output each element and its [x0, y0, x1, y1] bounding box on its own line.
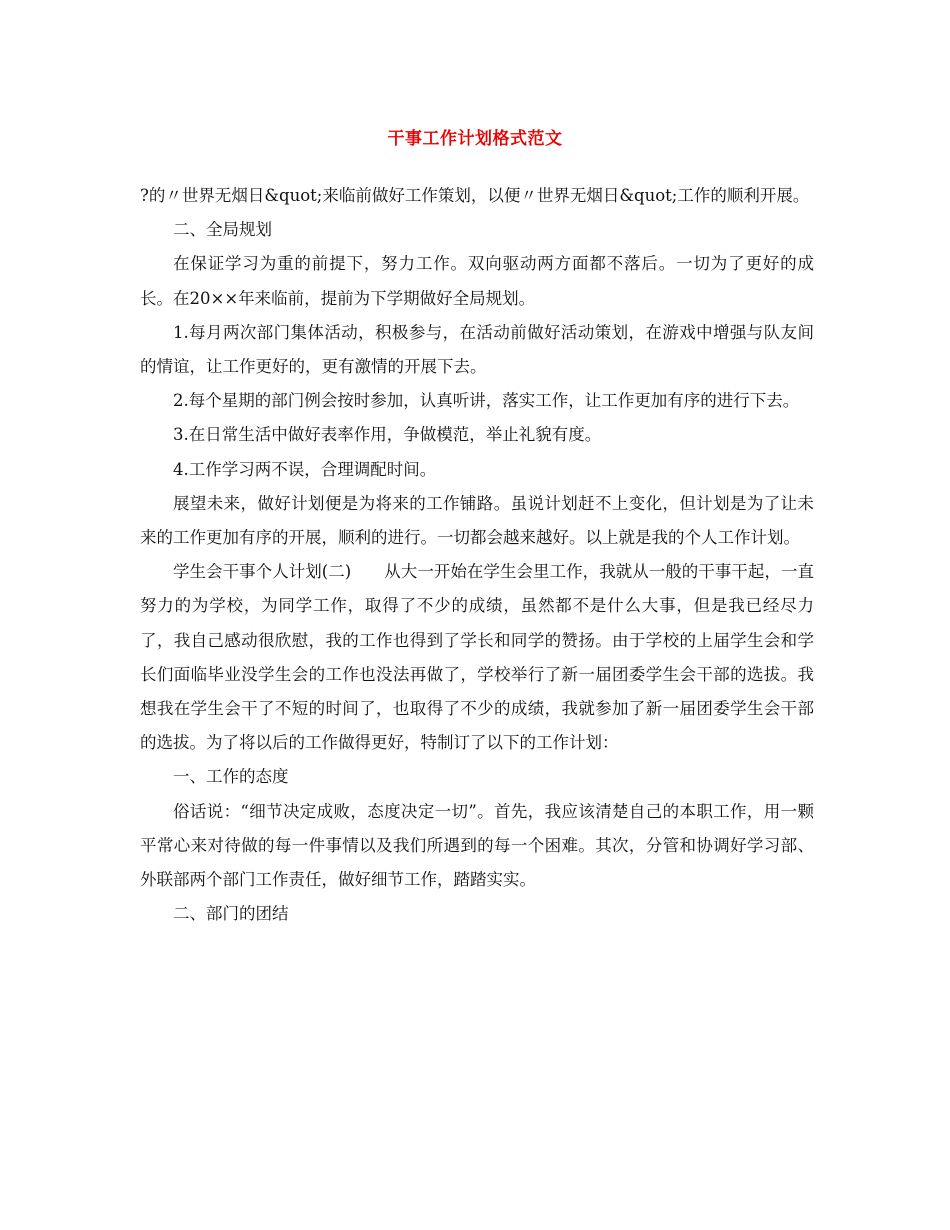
body-paragraph: 二、部门的团结: [173, 904, 289, 924]
body-paragraph: 2.每个星期的部门例会按时参加，认真听讲，落实工作，让工作更加有序的进行下去。: [173, 391, 800, 411]
document-title: 干事工作计划格式范文: [387, 129, 563, 149]
document-body: [140, 179, 814, 931]
body-paragraph: 4.工作学习两不误，合理调配时间。: [173, 459, 437, 479]
body-paragraph: 在保证学习为重的前提下，努力工作。双向驱动两方面都不落后。一切为了更好的成长。在20××年来临前，提前为下学期做好全局规划。: [140, 254, 814, 308]
body-paragraph: 展望未来，做好计划便是为将来的工作铺路。虽说计划赶不上变化，但计划是为了让未来的工作更加有序的开展，顺利的进行。一切都会越来越好。以上就是我的个人工作计划。: [140, 493, 814, 548]
body-paragraph: 3.在日常生活中做好表率作用，争做模范，举止礼貌有度。: [173, 425, 602, 445]
body-paragraph: 二、全局规划: [173, 220, 272, 240]
body-paragraph: 一、工作的态度: [173, 767, 289, 787]
body-paragraph: ?的〃世界无烟日&quot;来临前做好工作策划，以便〃世界无烟日&quot;工作的顺利开展。: [140, 186, 810, 205]
body-paragraph: 学生会干事个人计划(二) 从大一开始在学生会里工作，我就从一般的干事干起，一直努力的为学校，为同学工作，取得了不少的成绩，虽然都不是什么大事，但是我已经尽力了，我自己感动很欣慰，我的工作也得到了学长和同学的赞扬。由于学校的上届学生会和学长们面临毕业没学生会的工作也没法再做了，学校举行了新一届团委学生会干部的选拔。我想我在学生会干了不短的时间了，也取得了不少的成绩，我就参加了新一届团委学生会干部的选拔。为了将以后的工作做得更好，特制订了以下的工作计划：: [140, 562, 814, 753]
body-paragraph: 俗话说：“细节决定成败，态度决定一切”。首先，我应该清楚自己的本职工作，用一颗平常心来对待做的每一件事情以及我们所遇到的每一个困难。其次，分管和协调好学习部、外联部两个部门工作责任，做好细节工作，踏踏实实。: [140, 801, 814, 890]
body-paragraph: 1.每月两次部门集体活动，积极参与，在活动前做好活动策划，在游戏中增强与队友间的情谊，让工作更好的，更有激情的开展下去。: [140, 322, 814, 377]
